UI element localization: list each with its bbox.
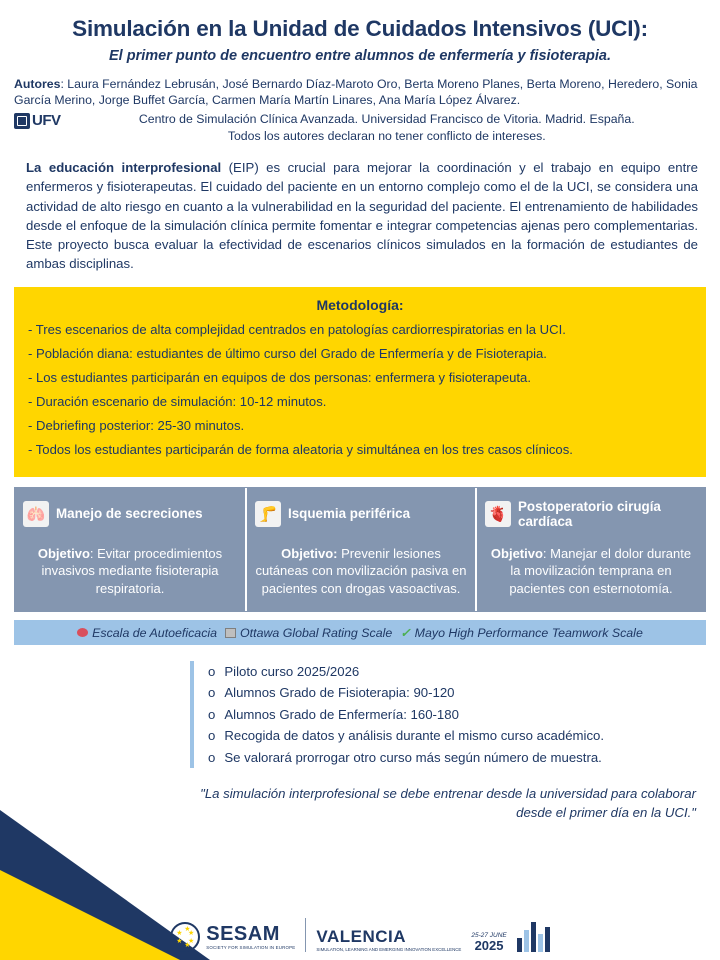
abstract-body: (EIP) es crucial para mejorar la coordinación y el trabajo en equipo entre enfermeros y fisioterapeutas. El cuidado del paciente en un entorno complejo como el de la UCI, se considera una actividad de alto riesgo en cuanto a la vulnerabilidad en la seguridad del paciente. El entrenamiento de habilidades desde el enfoque de la simulación clínica permite fomentar e integrar competencias ajenas pero complementarias. Este proyecto busca evaluar la efectividad de escenarios clínicos simulados en la formación de estudiantes de ambas disciplinas. — [26, 160, 698, 271]
ufv-logo — [14, 111, 61, 129]
scales-strip — [14, 620, 706, 645]
bullet-marker: o — [208, 664, 216, 680]
methodology-item: - Duración escenario de simulación: 10-12 minutos. — [28, 394, 327, 410]
sesam-logo — [170, 922, 295, 952]
scenario-title: Isquemia periférica — [288, 506, 411, 522]
results-section — [14, 661, 706, 768]
affiliation-lines — [68, 111, 707, 144]
heart-surgery-icon: 🫀 — [485, 501, 511, 527]
red-dot-icon — [77, 628, 88, 637]
scenario-card — [475, 488, 705, 611]
abstract-lead: La educación interprofesional — [26, 160, 222, 176]
methodology-item: - Debriefing posterior: 25-30 minutos. — [28, 418, 245, 434]
authors-list: : Laura Fernández Lebrusán, José Bernardo Díaz-Maroto Oro, Berta Moreno Planes, Berta Moreno, Heredero, Sonia García Merino, Jorge Buffet García, Carmen María Martín Linares, Ana María López Álvarez. — [14, 76, 698, 108]
accent-bar — [190, 661, 194, 768]
scenario-card — [245, 488, 475, 611]
lungs-icon: 🫁 — [23, 501, 49, 527]
methodology-title: Metodología: — [316, 297, 404, 314]
year-text: 2025 — [474, 938, 504, 953]
scale-item — [400, 625, 643, 640]
skyline-icon — [517, 922, 550, 952]
sesam-wordmark — [206, 924, 295, 950]
abstract-paragraph — [14, 158, 706, 273]
page-subtitle: El primer punto de encuentro entre alumnos de enfermería y fisioterapia. — [109, 47, 611, 64]
objective-text: Evitar procedimientos invasivos mediante fisioterapia respiratoria. — [41, 546, 223, 596]
conflict-text: Todos los autores declaran no tener conflicto de intereses. — [227, 128, 546, 143]
scale-item — [225, 626, 392, 640]
shield-icon — [14, 113, 30, 129]
valencia-wordmark — [316, 928, 461, 952]
methodology-item: - Población diana: estudiantes de último curso del Grado de Enfermería y de Fisioterapia. — [28, 346, 547, 362]
bullet-marker: o — [208, 706, 216, 722]
objective-separator: : — [89, 546, 98, 562]
authors-label: Autores — [14, 76, 61, 91]
objective-label: Objetivo — [37, 546, 90, 562]
green-check-icon: ✓ — [400, 626, 411, 641]
authors-block — [14, 76, 706, 109]
grey-square-icon — [225, 628, 236, 638]
scenario-header — [255, 495, 467, 533]
list-item — [208, 682, 604, 703]
scenario-objective — [23, 545, 237, 597]
scenario-objective — [485, 545, 697, 597]
sesam-name: SESAM — [206, 922, 280, 945]
city-tagline: SIMULATION, LEARNING AND EMERGING INNOVATION EXCELLENCE — [316, 946, 462, 952]
event-dates — [471, 933, 506, 953]
dates-text: 25-27 JUNE — [471, 931, 507, 939]
affiliation-row — [14, 111, 706, 144]
page-title: Simulación en la Unidad de Cuidados Intensivos (UCI): — [72, 16, 648, 41]
closing-quote: "La simulación interprofesional se debe entrenar desde la universidad para colaborar desde el primer día en la UCI." — [200, 785, 696, 821]
bullet-marker: o — [208, 749, 216, 765]
list-item-label: Alumnos Grado de Enfermería: 160-180 — [224, 706, 459, 722]
list-item — [208, 725, 604, 746]
bullet-marker: o — [208, 685, 216, 701]
results-list — [208, 661, 604, 768]
objective-text: Prevenir lesiones cutáneas con movilización pasiva en pacientes con drogas vasoactivas. — [255, 546, 467, 596]
objective-label: Objetivo: — [281, 546, 338, 562]
list-item — [208, 661, 604, 682]
scenario-title: Manejo de secreciones — [56, 506, 203, 522]
methodology-panel — [14, 287, 706, 477]
list-item-label: Se valorará prorrogar otro curso más según número de muestra. — [224, 749, 602, 765]
list-item-label: Alumnos Grado de Fisioterapia: 90-120 — [224, 685, 455, 701]
methodology-item: - Tres escenarios de alta complejidad centrados en patologías cardiorrespiratorias en la UCI. — [28, 322, 566, 338]
affiliation-text: Centro de Simulación Clínica Avanzada. Universidad Francisco de Vitoria. Madrid. España. — [138, 112, 635, 127]
scenario-card — [15, 488, 245, 611]
city-name: VALENCIA — [316, 926, 407, 946]
list-item-label: Recogida de datos y análisis durante el mismo curso académico. — [224, 728, 605, 744]
scale-item — [77, 626, 217, 640]
objective-text: Manejar el dolor durante la movilización temprana en pacientes con esternotomía. — [509, 546, 692, 596]
scenario-title: Postoperatorio cirugía cardíaca — [518, 498, 661, 530]
list-item-label: Piloto curso 2025/2026 — [224, 664, 360, 680]
footer-logos — [0, 918, 720, 952]
objective-label: Objetivo — [490, 546, 543, 562]
leg-circulation-icon: 🦵 — [255, 501, 281, 527]
footer-divider — [305, 918, 306, 952]
bullet-marker: o — [208, 728, 216, 744]
ufv-logo-text: UFV — [32, 112, 61, 130]
scenario-header — [485, 495, 697, 533]
scenarios-panel — [14, 487, 706, 612]
list-item — [208, 704, 604, 725]
list-item — [208, 747, 604, 768]
eu-stars-icon: ★ ★ ★ ★ ★ ★ — [170, 922, 200, 952]
scale-label: Mayo High Performance Teamwork Scale — [414, 625, 643, 640]
scenario-header — [23, 495, 237, 533]
scenario-objective — [255, 545, 467, 597]
scale-label: Escala de Autoeficacia — [92, 625, 218, 640]
scale-label: Ottawa Global Rating Scale — [240, 625, 393, 640]
methodology-item: - Los estudiantes participarán en equipos de dos personas: enfermera y fisioterapeuta. — [28, 370, 531, 386]
sesam-tagline: SOCIETY FOR SIMULATION IN EUROPE — [206, 944, 296, 950]
objective-separator: : — [542, 546, 551, 562]
methodology-item: - Todos los estudiantes participarán de forma aleatoria y simultánea en los tres casos clínicos. — [28, 442, 573, 458]
